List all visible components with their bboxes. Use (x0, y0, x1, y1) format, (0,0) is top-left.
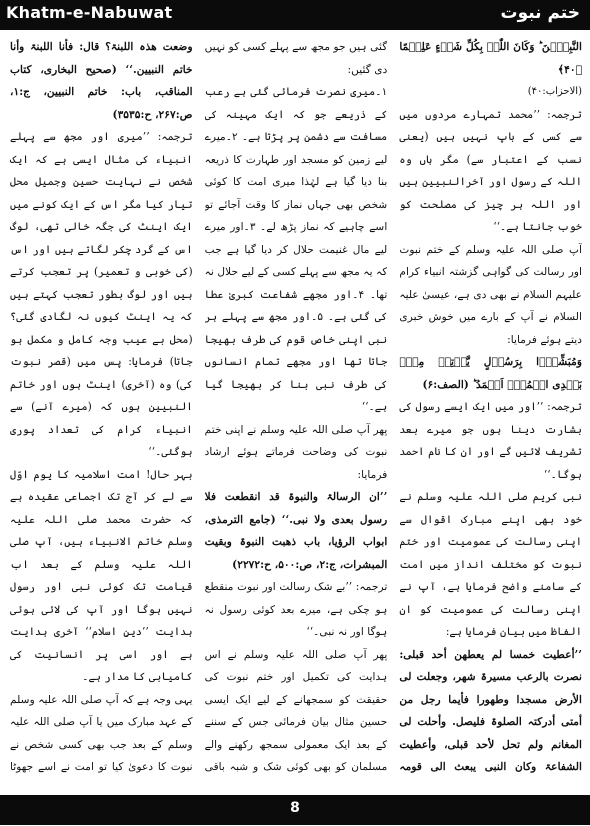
paragraph: ترجمہ: ’’میری اور مجھ سے پہلے انبیاء کی مثال ایسی ہے کہ ایک شخص نے نہایت حسین وجمیل محل تیار کیا مگر اس کے ایک کونے میں ایک اینٹ کی جگہ خالی تھی، لوگ اس کے گرد چکر لگاتے ہیں اور اس (کی خوبی و تعمیر) پر تعجب کرتے ہیں اور لوگ بطور تعجب کہتے ہیں کہ یہ اینٹ کیوں نہ لگادی گئی؟ (محل بے عیب وجہ کامل و مکمل ہو جاتا) فرمایا: پس میں (قصر نبوت کی) وہ (آخری) اینٹ ہوں اور خاتم النبیین ہوں کہ (میرے آنے) سے انبیاء کرام کی تعداد پوری ہوگئی۔‘‘ (9, 130, 193, 458)
paragraph: پھر آپ صلی اللہ علیہ وسلم نے اس ہدایت کی تکمیل اور ختم نبوت کی حقیقت کو سمجھانے کے لیے ایک ایسی حسین مثال بیان فرمائی جس کے سننے کے بعد ایک معمولی سمجھ رکھنے والے مسلمان کو بھی کوئی شک و شبہ باقی (204, 647, 388, 773)
paragraph: بہر حال! امت اسلامیہ کا یوم اوّل سے لے کر آج تک اجماعی عقیدہ ہے کہ حضرت محمد صلی اللہ علیہ وسلم خاتم الانبیاء ہیں، آپ صلی اللہ علیہ وسلم کے بعد اب قیامت تک کوئی نبی اور رسول نہیں ہوگا اور آپ کی لائی ہوئی ہدایت ’’دینِ اسلام‘‘ آخری ہدایت ہے اور اسی پر انسانیت کی کامیابی کا مدار ہے۔ (9, 467, 193, 683)
paragraph: گئی ہیں جو مجھ سے پہلے کسی کو نہیں دی گئیں: (204, 40, 388, 76)
paragraph: ترجمہ: ’’محمد تمہارے مردوں میں سے کسی کے باپ نہیں ہیں (یعنی نسب کے اعتبار سے) مگر ہاں وہ اللہ کے رسول اور آخرالنبیین ہیں اور اللہ ہر چیز کی مصلحت کو خوب جانتا ہے۔‘‘ (399, 107, 582, 233)
paragraph: ۱۔میری نصرت فرمائی گئی ہے رعب کے ذریعے جو کہ ایک مہینہ کی مسافت سے دشمن پر پڑتا ہے۔ ۲۔میرے لیے زمین کو مسجد اور طہارت کا ذریعہ بنا دیا گیا ہے لہٰذا میری امت کا کوئی شخص بھی جہاں نماز کا وقت آجائے تو اسے چاہیے کہ نماز پڑھ لے۔ ۳۔اور میرے لیے مال غنیمت حلال کر دیا گیا ہے جب کہ یہ مجھ سے پہلے کسی کے لیے حلال نہ تھا۔ ۴۔اور مجھے شفاعت کبریٰ عطا کی گئی ہے۔ ۵۔اور مجھ سے پہلے ہر نبی اپنی خاص قوم کی طرف بھیجا جاتا تھا اور مجھے تمام انسانوں کی طرف نبی بنا کر بھیجا گیا ہے۔‘‘ (204, 85, 388, 413)
verse-reference: (الاحزاب:۴۰) (527, 86, 582, 97)
hadith-text: وضعت ھذہ اللبنۃ؟ قال: فأنا اللبنۃ وأنا خاتم النبیین.‘‘ (صحیح البخاری، کتاب المناقب، باب: خاتم النبیین، ج:۱، ص:۲۶۷، ح:۳۵۳۵) (9, 40, 193, 121)
column-middle (205, 36, 388, 778)
hadith-text: ’’أعطیت خمسا لم یعطھن أحد قبلی: نصرت بالرعب مسیرۃ شھر، وجعلت لی الأرض مسجدا وطھورا فأیما رجل من أمتی أدرکتہ الصلوۃ فلیصل. وأحلت لی المغانم ولم تحل لأحد قبلی، وأعطیت الشفاعۃ وکان النبی یبعث الی قومہ (399, 647, 582, 773)
verse-text: النَّبِيّٖنَ ؕ وَکَانَ اللّٰہُ بِکُلِّ شَیۡءٍ عَلِیۡمًا ﴿۴۰﴾ (399, 40, 582, 76)
column-left (10, 36, 193, 778)
magazine-title: Khatm-e-Nabuwat (6, 3, 173, 22)
footer-bar (0, 795, 590, 825)
column-right (399, 36, 582, 778)
header-bar (0, 0, 590, 30)
hadith-text: ’’ان الرسالۃ والنبوۃ قد انقطعت فلا رسول بعدی ولا نبی.‘‘ (جامع الترمذی، ابواب الرؤیا، باب ذھبت النبوۃ وبقیت المبشرات، ج:۲، ص:۵۰۰، ح:۲۲۷۲) (204, 490, 388, 571)
page-number: 8 (290, 800, 300, 816)
paragraph: آپ صلی اللہ علیہ وسلم کے ختم نبوت اور رسالت کی گواہی گزشتہ انبیاء کرام علیہم السلام نے بھی دی ہے، عیسیٰ علیہ السلام نے آپ کے بارے میں خوش خبری دیتے ہوئے فرمایا: (399, 242, 582, 346)
paragraph: یہی وجہ ہے کہ آپ صلی اللہ علیہ وسلم کے عہد مبارک میں یا آپ صلی اللہ علیہ وسلم کے بعد جب بھی کسی شخص نے نبوت کا دعویٰ کیا تو امت نے اسے جھوٹا (9, 692, 193, 773)
paragraph: نبی کریم صلی اللہ علیہ وسلم نے خود بھی اپنے مبارک اقوال سے اپنی رسالت کی عمومیت اور ختم نبوت کو مختلف انداز میں امت کے سامنے واضح فرمایا ہے، آپ نے اپنی رسالت کی عمومیت کو ان الفاظ میں بیان فرمایا ہے: (399, 490, 582, 638)
article-columns (10, 36, 582, 778)
magazine-logo: ختم نبوت (500, 3, 580, 23)
verse-text: وَمُبَشِّرًۢا بِرَسُوۡلٍ یَّاۡتِیۡ مِنۡۢ بَعۡدِی اسۡمُہٗۤ اَحۡمَدُ ؕ (الصف:۶) (399, 355, 582, 391)
paragraph: پھر آپ صلی اللہ علیہ وسلم نے اپنی ختم نبوت کی وضاحت فرماتے ہوئے ارشاد فرمایا: (204, 422, 388, 481)
paragraph: ترجمہ: ’’اور میں ایک ایسے رسول کی بشارت دینا ہوں جو میرے بعد تشریف لائیں گے اور ان کا نام احمد ہوگا۔‘‘ (399, 400, 582, 481)
paragraph: ترجمہ: ’’بے شک رسالت اور نبوت منقطع ہو چکی ہے، میرے بعد کوئی رسول نہ ہوگا اور نہ نبی۔‘‘ (204, 580, 388, 638)
